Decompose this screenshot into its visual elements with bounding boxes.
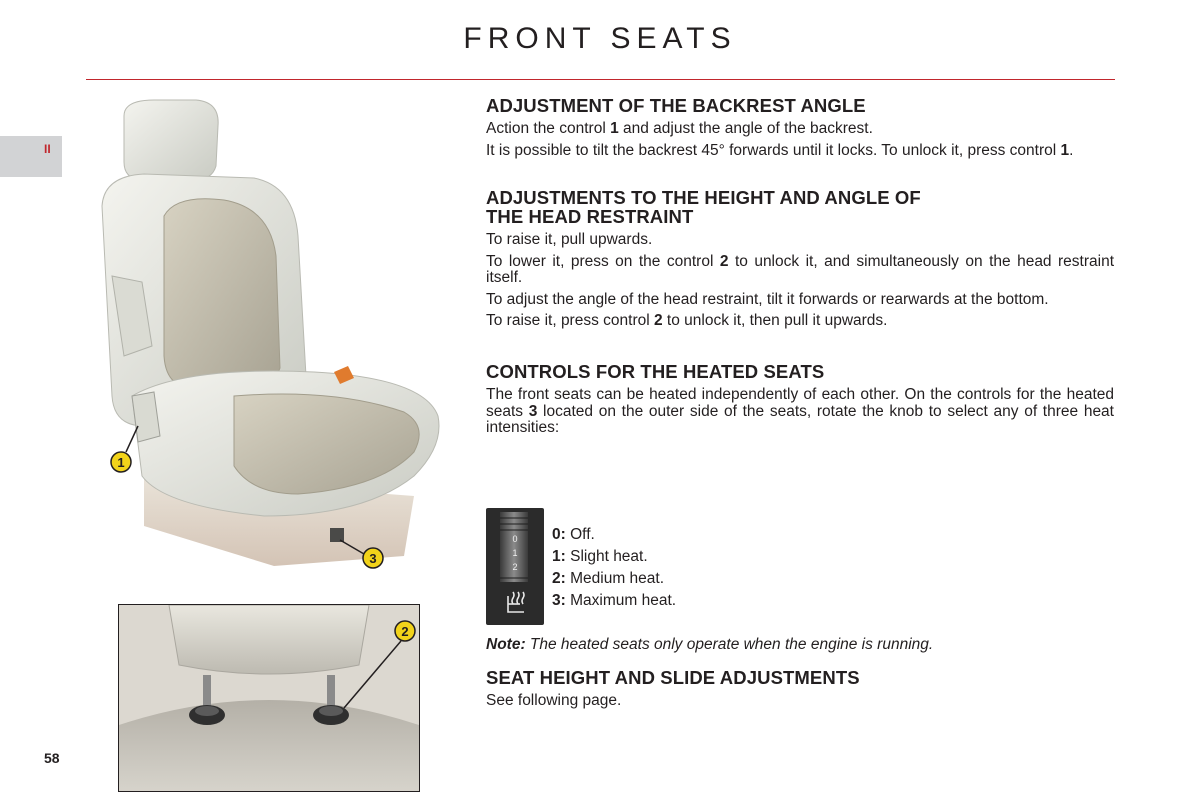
knob-mark-0: 0 xyxy=(512,534,518,544)
heat-level-item: 2: Medium heat. xyxy=(552,570,665,587)
heat-level-item: 3: Maximum heat. xyxy=(552,592,677,609)
paragraph: The front seats can be heated independently of each other. On the controls for the heated seats 3 located on the outer side of the seats, rotate the knob to select any of three heat intensities: xyxy=(486,386,1114,436)
paragraph: It is possible to tilt the backrest 45° forwards until it locks. To unlock it, press control 1. xyxy=(486,141,1074,159)
callout-1-marker xyxy=(108,424,148,474)
knob-mark-1: 1 xyxy=(512,548,518,558)
note-label: Note: xyxy=(486,636,526,653)
page-number: 58 xyxy=(44,750,60,766)
callout-3-number: 3 xyxy=(369,551,377,566)
title-divider xyxy=(86,79,1115,80)
heat-levels-list xyxy=(552,524,676,612)
heat-control-knob xyxy=(486,508,544,625)
section-head-restraint xyxy=(486,188,1114,330)
section-heading: ADJUSTMENTS TO THE HEIGHT AND ANGLE OF THE HEAD RESTRAINT xyxy=(486,187,921,227)
front-seat-illustration xyxy=(84,96,464,586)
heat-level-item: 0: Off. xyxy=(552,526,595,543)
section-heading: ADJUSTMENT OF THE BACKREST ANGLE xyxy=(486,95,866,116)
knob-mark-2: 2 xyxy=(512,562,518,572)
chapter-label: II xyxy=(44,142,51,156)
section-backrest-angle xyxy=(486,96,1114,159)
section-heated-seats xyxy=(486,362,1114,437)
paragraph: To raise it, pull upwards. xyxy=(486,231,653,248)
paragraph: See following page. xyxy=(486,692,622,709)
callout-3-marker xyxy=(332,534,392,574)
heat-level-item: 1: Slight heat. xyxy=(552,548,648,565)
page-title: FRONT SEATS xyxy=(463,22,737,55)
paragraph: To adjust the angle of the head restraint, tilt it forwards or rearwards at the bottom. xyxy=(486,290,1049,308)
paragraph: To raise it, press control 2 to unlock it, then pull it upwards. xyxy=(486,312,888,329)
chapter-tab xyxy=(0,136,62,177)
paragraph: Action the control 1 and adjust the angle of the backrest. xyxy=(486,120,873,137)
callout-2-number: 2 xyxy=(401,624,409,639)
note xyxy=(486,636,1114,654)
section-height-slide xyxy=(486,668,1114,710)
section-heading: CONTROLS FOR THE HEATED SEATS xyxy=(486,361,825,382)
callout-2-marker xyxy=(336,620,416,720)
section-heading: SEAT HEIGHT AND SLIDE ADJUSTMENTS xyxy=(486,667,860,688)
note-text: The heated seats only operate when the engine is running. xyxy=(525,636,934,653)
callout-1-number: 1 xyxy=(117,455,125,470)
paragraph: To lower it, press on the control 2 to unlock it, and simultaneously on the head restraint itself. xyxy=(486,252,1114,286)
heated-seat-icon xyxy=(508,592,524,612)
